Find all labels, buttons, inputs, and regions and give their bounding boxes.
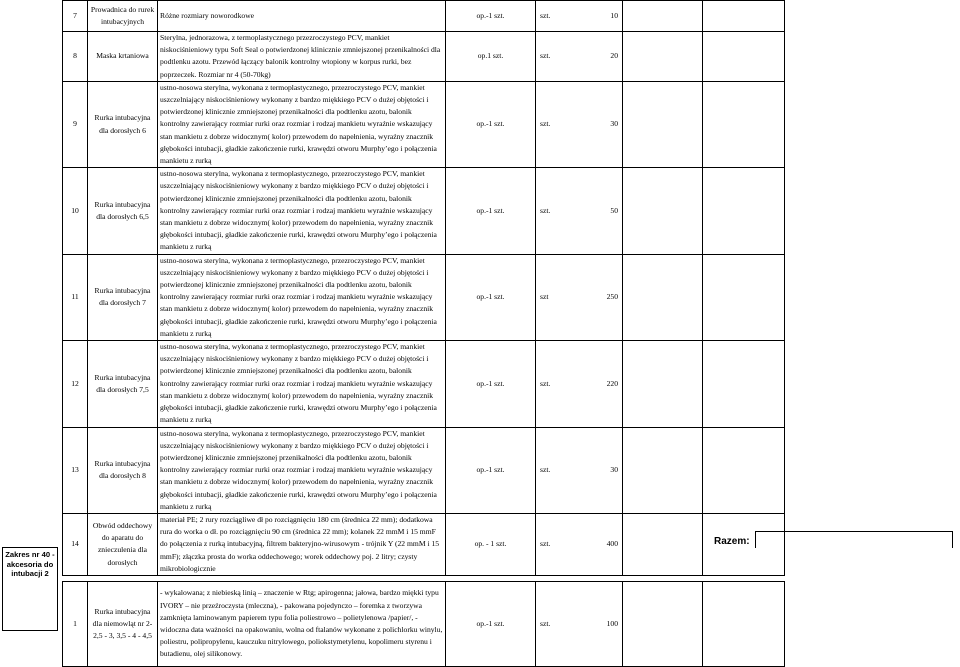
packaging-unit: op.-1 szt. [446, 341, 536, 427]
row-number: 11 [63, 254, 88, 340]
quantity-value: 20 [610, 51, 618, 61]
empty-cell [703, 1, 785, 32]
table-row [63, 254, 785, 340]
quantity-value: 50 [610, 205, 618, 215]
packaging-unit: op.-1 szt. [446, 581, 536, 666]
table-row [63, 1, 785, 32]
packaging-unit: op.1 szt. [446, 32, 536, 82]
quantity-value: 100 [606, 618, 618, 628]
measure-unit: szt. [540, 205, 551, 215]
measure-unit: szt. [540, 51, 551, 61]
product-name: Rurka intubacyjna dla niemowląt nr 2- 2,5 - 3, 3,5 - 4 - 4,5 [88, 581, 158, 666]
measure-unit: szt. [540, 618, 551, 628]
product-description: materiał PE; 2 rury rozciągliwe dł po rozciągnięciu 180 cm (średnica 22 mm); dodatkowa rura do worka o dł. po rozciągnięciu 90 cm (średnica 22 mm); kolanek 22 mmM i 15 mmF do połączenia z rurką intubacyjną, filtrem bakteryjno-wirusowym - trójnik Y (22 mmM i 15 mmF); złączka prosta do worka oddechowego; worek oddechowy poj. 2 litry; czysty mikrobiologicznie [158, 513, 446, 575]
quantity-cell [536, 1, 623, 32]
empty-cell [623, 1, 703, 32]
row-number: 7 [63, 1, 88, 32]
measure-unit: szt. [540, 539, 551, 549]
empty-cell [623, 341, 703, 427]
empty-cell [623, 513, 703, 575]
packaging-unit: op.-1 szt. [446, 254, 536, 340]
quantity-cell [536, 168, 623, 254]
quantity-value: 220 [606, 378, 618, 388]
packaging-unit: op.-1 szt. [446, 168, 536, 254]
empty-cell [703, 427, 785, 513]
measure-unit: szt. [540, 378, 551, 388]
quantity-value: 400 [606, 539, 618, 549]
total-box [755, 531, 953, 548]
row-number: 8 [63, 32, 88, 82]
empty-cell [623, 81, 703, 167]
packaging-unit: op.-1 szt. [446, 427, 536, 513]
row-number: 10 [63, 168, 88, 254]
table-row [63, 581, 785, 666]
spec-table [62, 0, 785, 667]
quantity-cell [536, 254, 623, 340]
row-number: 9 [63, 81, 88, 167]
product-name: Rurka intubacyjna dla dorosłych 7 [88, 254, 158, 340]
product-name: Rurka intubacyjna dla dorosłych 8 [88, 427, 158, 513]
product-name: Obwód oddechowy do aparatu do znieczulenia dla dorosłych [88, 513, 158, 575]
product-name: Rurka intubacyjna dla dorosłych 6,5 [88, 168, 158, 254]
quantity-value: 10 [610, 10, 618, 20]
row-number: 14 [63, 513, 88, 575]
product-description: ustno-nosowa sterylna, wykonana z termoplastycznego, przezroczystego PCV, mankiet uszczelniający niskociśnieniowy wykonany z bardzo miękkiego PCV o dużej objętości i potwierdzonej klinicznie zmniejszonej przenikalności dla podtlenku azotu, balonik kontrolny zawierający rozmiar rurki oraz rozmiar i rodzaj mankietu wyraźnie wskazujący stan mankietu z dobrze widocznym( kolor) przewodem do napełnienia, wyraźny znacznik głębokości intubacji, gładkie zakończenie rurki, krawędzi otworu Murphy’ego i połączenia mankietu z rurką [158, 254, 446, 340]
quantity-value: 30 [610, 119, 618, 129]
total-label: Razem: [714, 536, 750, 547]
table-row [63, 513, 785, 575]
quantity-cell [536, 427, 623, 513]
measure-unit: szt [540, 292, 549, 302]
empty-cell [703, 168, 785, 254]
product-description: ustno-nosowa sterylna, wykonana z termoplastycznego, przezroczystego PCV, mankiet uszczelniający niskociśnieniowy wykonany z bardzo miękkiego PCV o dużej objętości i potwierdzonej klinicznie zmniejszonej przenikalności dla podtlenku azotu, balonik kontrolny zawierający rozmiar rurki oraz rozmiar i rodzaj mankietu wyraźnie wskazujący stan mankietu z dobrze widocznym( kolor) przewodem do napełnienia, wyraźny znacznik głębokości intubacji, gładkie zakończenie rurki, krawędzi otworu Murphy’ego i połączenia mankietu z rurką [158, 81, 446, 167]
product-description: ustno-nosowa sterylna, wykonana z termoplastycznego, przezroczystego PCV, mankiet uszczelniający niskociśnieniowy wykonany z bardzo miękkiego PCV o dużej objętości i potwierdzonej klinicznie zmniejszonej przenikalności dla podtlenku azotu, balonik kontrolny zawierający rozmiar rurki oraz rozmiar i rodzaj mankietu wyraźnie wskazujący stan mankietu z dobrze widocznym( kolor) przewodem do napełnienia, wyraźny znacznik głębokości intubacji, gładkie zakończenie rurki, krawędzi otworu Murphy’ego i połączenia mankietu z rurką [158, 427, 446, 513]
product-name: Prowadnica do rurek intubacyjnych [88, 1, 158, 32]
product-description: ustno-nosowa sterylna, wykonana z termoplastycznego, przezroczystego PCV, mankiet uszczelniający niskociśnieniowy wykonany z bardzo miękkiego PCV o dużej objętości i potwierdzonej klinicznie zmniejszonej przenikalności dla podtlenku azotu, balonik kontrolny zawierający rozmiar rurki oraz rozmiar i rodzaj mankietu wyraźnie wskazujący stan mankietu z dobrze widocznym( kolor) przewodem do napełnienia, wyraźny znacznik głębokości intubacji, gładkie zakończenie rurki, krawędzi otworu Murphy’ego i połączenia mankietu z rurką [158, 168, 446, 254]
quantity-cell [536, 581, 623, 666]
quantity-cell [536, 32, 623, 82]
packaging-unit: op.-1 szt. [446, 1, 536, 32]
product-description: Różne rozmiary noworodkowe [158, 1, 446, 32]
empty-cell [623, 168, 703, 254]
quantity-cell [536, 341, 623, 427]
empty-cell [623, 581, 703, 666]
packaging-unit: op. - 1 szt. [446, 513, 536, 575]
product-name: Rurka intubacyjna dla dorosłych 6 [88, 81, 158, 167]
empty-cell [623, 254, 703, 340]
measure-unit: szt. [540, 119, 551, 129]
measure-unit: szt. [540, 465, 551, 475]
quantity-value: 30 [610, 465, 618, 475]
table-row [63, 168, 785, 254]
quantity-cell [536, 513, 623, 575]
table-row [63, 81, 785, 167]
row-number: 13 [63, 427, 88, 513]
product-description: - wykalowana; z niebieską linią – znaczenie w Rtg; apirogenna; jałowa, bardzo miękki typu IVORY – nie przeźroczysta (mleczna), - pakowana pojedynczo – foremka z tworzywa zamknięta laminowanym papierem typu folia poliestrowo – polietylenowa /papier/, - widoczna data ważności na opakowaniu, wolna od ftalanów wykonane z polichlorku winylu, poliestru, polipropylenu, kauczuku nitrylowego, poliokstymetylenu, kopolimeru styrenu i butadienu, olej silikonowy. [158, 581, 446, 666]
measure-unit: szt. [540, 10, 551, 20]
product-description: Sterylna, jednorazowa, z termoplastycznego przezroczystego PCV, mankiet niskociśnieniowy typu Soft Seal o potwierdzonej klinicznie zmniejszonej przenikalności dla podtlenku azotu. Przewód łączący balonik kontrolny wtopiony w korpus rurki, bez poprzeczek. Rozmiar nr 4 (50-70kg) [158, 32, 446, 82]
quantity-value: 250 [606, 292, 618, 302]
product-description: ustno-nosowa sterylna, wykonana z termoplastycznego, przezroczystego PCV, mankiet uszczelniający niskociśnieniowy wykonany z bardzo miękkiego PCV o dużej objętości i potwierdzonej klinicznie zmniejszonej przenikalności dla podtlenku azotu, balonik kontrolny zawierający rozmiar rurki oraz rozmiar i rodzaj mankietu wyraźnie wskazujący stan mankietu z dobrze widocznym( kolor) przewodem do napełnienia, wyraźny znacznik głębokości intubacji, gładkie zakończenie rurki, krawędzi otworu Murphy’ego i połączenia mankietu z rurką [158, 341, 446, 427]
empty-cell [623, 427, 703, 513]
empty-cell [703, 81, 785, 167]
table-row [63, 32, 785, 82]
table-row [63, 341, 785, 427]
product-name: Rurka intubacyjna dla dorosłych 7,5 [88, 341, 158, 427]
scope-label: Zakres nr 40 - akcesoria do intubacji 2 [2, 547, 58, 631]
packaging-unit: op.-1 szt. [446, 81, 536, 167]
table-row [63, 427, 785, 513]
row-number: 1 [63, 581, 88, 666]
empty-cell [703, 341, 785, 427]
empty-cell [623, 32, 703, 82]
empty-cell [703, 581, 785, 666]
row-number: 12 [63, 341, 88, 427]
empty-cell [703, 32, 785, 82]
empty-cell [703, 254, 785, 340]
product-name: Maska krtaniowa [88, 32, 158, 82]
quantity-cell [536, 81, 623, 167]
